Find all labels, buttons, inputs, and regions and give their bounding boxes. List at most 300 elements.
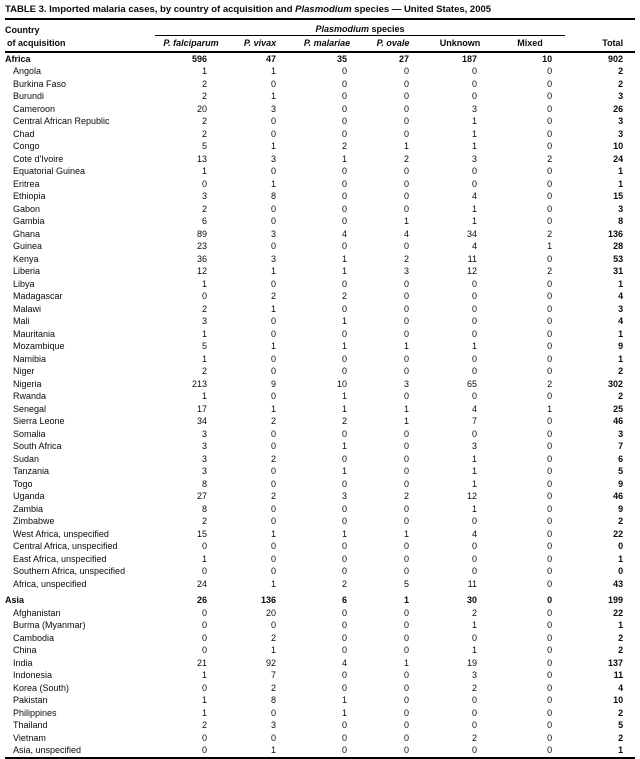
country-cell: Malawi: [13, 303, 42, 314]
value-cell: 1: [471, 203, 477, 214]
table-row: [5, 478, 635, 491]
value-cell: 0: [403, 278, 409, 289]
value-cell: 0: [341, 278, 347, 289]
table-row: [5, 178, 635, 191]
value-cell: 28: [613, 241, 624, 251]
value-cell: 0: [547, 91, 553, 101]
country-cell: Angola: [13, 66, 42, 76]
value-cell: 2: [618, 707, 624, 718]
country-cell: Kenya: [13, 253, 39, 264]
table-title-prefix: TABLE 3. Imported malaria cases, by country of acquisition and: [5, 4, 296, 15]
value-cell: 3: [618, 91, 624, 101]
table-row: [5, 115, 635, 128]
value-cell: 0: [341, 103, 347, 114]
table-row: [5, 153, 635, 166]
value-cell: 0: [403, 670, 409, 680]
stub-header-line1: Country: [5, 25, 40, 35]
table-row: [5, 707, 635, 720]
table-row: [5, 328, 635, 341]
country-cell: China: [13, 645, 37, 655]
value-cell: 1: [270, 645, 276, 655]
region-row: [5, 52, 635, 66]
value-cell: 0: [270, 428, 276, 439]
value-cell: 0: [471, 366, 477, 376]
country-cell: West Africa, unspecified: [13, 528, 109, 539]
country-cell: Chad: [13, 128, 35, 139]
table-row: [5, 140, 635, 153]
value-cell: 0: [547, 78, 553, 89]
value-cell: 0: [201, 620, 207, 630]
value-cell: 0: [547, 253, 553, 264]
value-cell: 0: [341, 478, 347, 489]
value-cell: 22: [613, 607, 624, 618]
value-cell: 26: [196, 595, 207, 605]
country-cell: Central African Republic: [13, 116, 110, 126]
value-cell: 0: [547, 595, 553, 605]
value-cell: 1: [618, 166, 624, 176]
value-cell: 0: [547, 478, 553, 489]
value-cell: 0: [341, 353, 347, 364]
value-cell: 3: [270, 153, 276, 164]
value-cell: 0: [270, 78, 276, 89]
value-cell: 0: [403, 241, 409, 251]
value-cell: 3: [201, 441, 207, 451]
country-cell: Ghana: [13, 228, 41, 239]
value-cell: 1: [403, 403, 409, 414]
value-cell: 2: [201, 78, 207, 89]
value-cell: 3: [270, 253, 276, 264]
value-cell: 1: [341, 341, 347, 351]
species-group-header-italic: Plasmodium: [315, 23, 370, 34]
value-cell: 34: [196, 416, 207, 426]
country-cell: Rwanda: [13, 391, 47, 401]
table-row: [5, 240, 635, 253]
value-cell: 0: [471, 745, 477, 755]
value-cell: 11: [467, 578, 477, 589]
value-cell: 3: [201, 453, 207, 464]
value-cell: 0: [201, 541, 207, 551]
value-cell: 0: [201, 566, 207, 576]
value-cell: 0: [403, 178, 409, 189]
value-cell: 3: [618, 203, 624, 214]
value-cell: 0: [341, 78, 347, 89]
value-cell: 1: [471, 141, 477, 151]
value-cell: 0: [547, 216, 553, 226]
table-row: [5, 78, 635, 91]
value-cell: 0: [547, 720, 553, 730]
value-cell: 0: [341, 203, 347, 214]
table-row: [5, 228, 635, 241]
value-cell: 0: [270, 466, 276, 476]
value-cell: 9: [618, 503, 624, 514]
table-row: [5, 607, 635, 620]
value-cell: 1: [270, 745, 276, 755]
value-cell: 1: [270, 403, 276, 414]
value-cell: 2: [341, 141, 347, 151]
value-cell: 43: [613, 578, 624, 589]
table-row: [5, 540, 635, 553]
value-cell: 0: [547, 707, 553, 718]
value-cell: 3: [201, 428, 207, 439]
country-cell: Zimbabwe: [13, 516, 55, 526]
value-cell: 1: [201, 328, 207, 339]
value-cell: 0: [547, 491, 553, 501]
value-cell: 3: [403, 266, 409, 276]
table-row: [5, 682, 635, 695]
value-cell: 0: [403, 78, 409, 89]
value-cell: 4: [341, 657, 347, 668]
column-header-row: [5, 35, 635, 52]
value-cell: 0: [471, 553, 477, 564]
value-cell: 26: [613, 103, 624, 114]
value-cell: 0: [270, 353, 276, 364]
value-cell: 30: [466, 595, 477, 605]
country-cell: Africa, unspecified: [13, 578, 87, 589]
country-cell: Africa: [5, 53, 31, 64]
value-cell: 1: [618, 328, 624, 339]
table-row: [5, 744, 635, 758]
country-cell: Vietnam: [13, 732, 46, 743]
value-cell: 0: [471, 66, 477, 76]
value-cell: 0: [270, 316, 276, 326]
value-cell: 13: [196, 153, 207, 164]
value-cell: 1: [471, 503, 477, 514]
value-cell: 2: [618, 366, 624, 376]
value-cell: 3: [270, 720, 276, 730]
table-header: [5, 21, 635, 52]
value-cell: 0: [403, 466, 409, 476]
value-cell: 1: [618, 745, 624, 755]
value-cell: 0: [341, 328, 347, 339]
country-cell: Thailand: [13, 720, 48, 730]
country-cell: Cote d'Ivoire: [13, 153, 64, 164]
value-cell: 0: [341, 720, 347, 730]
value-cell: 0: [341, 632, 347, 643]
value-cell: 6: [201, 216, 207, 226]
value-cell: 27: [398, 53, 409, 64]
value-cell: 2: [270, 491, 276, 501]
value-cell: 0: [270, 128, 276, 139]
value-cell: 0: [547, 328, 553, 339]
value-cell: 0: [547, 316, 553, 326]
value-cell: 0: [341, 303, 347, 314]
group-header-empty-cell: [565, 21, 635, 35]
value-cell: 0: [403, 66, 409, 76]
value-cell: 2: [341, 416, 347, 426]
value-cell: 10: [613, 141, 624, 151]
value-cell: 3: [471, 441, 477, 451]
value-cell: 0: [403, 645, 409, 655]
value-cell: 0: [403, 303, 409, 314]
value-cell: 15: [613, 191, 624, 201]
value-cell: 0: [201, 632, 207, 643]
value-cell: 4: [341, 228, 347, 239]
value-cell: 2: [270, 682, 276, 693]
value-cell: 2: [201, 203, 207, 214]
value-cell: 0: [270, 203, 276, 214]
table-row: [5, 465, 635, 478]
table-row: [5, 340, 635, 353]
value-cell: 0: [341, 116, 347, 126]
value-cell: 3: [201, 466, 207, 476]
value-cell: 0: [547, 178, 553, 189]
value-cell: 1: [403, 341, 409, 351]
value-cell: 0: [201, 607, 207, 618]
table-row: [5, 215, 635, 228]
country-cell: Niger: [13, 366, 35, 376]
value-cell: 0: [403, 478, 409, 489]
value-cell: 2: [618, 66, 624, 76]
value-cell: 1: [201, 670, 207, 680]
value-cell: 0: [547, 353, 553, 364]
table-row: [5, 65, 635, 78]
table-row: [5, 403, 635, 416]
value-cell: 8: [201, 503, 207, 514]
region-row: [5, 590, 635, 607]
value-cell: 3: [201, 316, 207, 326]
country-cell: Korea (South): [13, 682, 70, 693]
value-cell: 5: [201, 341, 207, 351]
table-row: [5, 165, 635, 178]
value-cell: 0: [341, 541, 347, 551]
value-cell: 0: [341, 91, 347, 101]
value-cell: 0: [471, 353, 477, 364]
value-cell: 0: [341, 503, 347, 514]
value-cell: 11: [613, 670, 624, 680]
value-cell: 46: [613, 416, 624, 426]
value-cell: 0: [547, 166, 553, 176]
value-cell: 5: [403, 578, 409, 589]
value-cell: 187: [461, 53, 477, 64]
value-cell: 0: [341, 66, 347, 76]
country-cell: East Africa, unspecified: [13, 553, 107, 564]
value-cell: 302: [608, 378, 624, 389]
value-cell: 0: [341, 516, 347, 526]
value-cell: 0: [403, 191, 409, 201]
value-cell: 7: [471, 416, 477, 426]
value-cell: 1: [201, 707, 207, 718]
value-cell: 3: [618, 128, 624, 139]
country-cell: Somalia: [13, 428, 46, 439]
value-cell: 0: [270, 620, 276, 630]
value-cell: 0: [270, 553, 276, 564]
value-cell: 0: [341, 745, 347, 755]
value-cell: 0: [547, 632, 553, 643]
value-cell: 15: [196, 528, 207, 539]
value-cell: 0: [547, 466, 553, 476]
value-cell: 1: [618, 353, 624, 364]
value-cell: 5: [618, 466, 624, 476]
value-cell: 0: [403, 291, 409, 301]
value-cell: 2: [547, 378, 553, 389]
country-cell: Mali: [13, 316, 30, 326]
value-cell: 0: [403, 503, 409, 514]
value-cell: 1: [341, 466, 347, 476]
table-row: [5, 278, 635, 291]
country-cell: Indonesia: [13, 670, 53, 680]
value-cell: 3: [471, 670, 477, 680]
value-cell: 0: [547, 128, 553, 139]
value-cell: 0: [403, 607, 409, 618]
value-cell: 0: [547, 103, 553, 114]
table-row: [5, 632, 635, 645]
value-cell: 0: [341, 620, 347, 630]
value-cell: 4: [471, 191, 477, 201]
value-cell: 0: [270, 541, 276, 551]
value-cell: 0: [547, 366, 553, 376]
country-cell: Guinea: [13, 241, 43, 251]
value-cell: 20: [265, 607, 276, 618]
value-cell: 0: [547, 66, 553, 76]
value-cell: 2: [403, 153, 409, 164]
value-cell: 0: [403, 91, 409, 101]
table-row: [5, 669, 635, 682]
country-cell: Libya: [13, 278, 35, 289]
value-cell: 0: [270, 732, 276, 743]
column-header-unknown: Unknown: [425, 35, 495, 52]
value-cell: 1: [270, 178, 276, 189]
value-cell: 0: [547, 453, 553, 464]
value-cell: 0: [403, 328, 409, 339]
value-cell: 1: [547, 403, 553, 414]
country-cell: Zambia: [13, 503, 44, 514]
value-cell: 17: [196, 403, 207, 414]
country-cell: Burkina Faso: [13, 78, 67, 89]
value-cell: 0: [547, 503, 553, 514]
value-cell: 0: [403, 541, 409, 551]
value-cell: 0: [201, 732, 207, 743]
value-cell: 0: [341, 645, 347, 655]
value-cell: 1: [471, 466, 477, 476]
value-cell: 0: [547, 278, 553, 289]
value-cell: 2: [403, 253, 409, 264]
value-cell: 1: [201, 353, 207, 364]
value-cell: 31: [613, 266, 624, 276]
table-row: [5, 644, 635, 657]
value-cell: 0: [341, 178, 347, 189]
value-cell: 1: [270, 266, 276, 276]
value-cell: 2: [471, 607, 477, 618]
value-cell: 1: [270, 303, 276, 314]
country-cell: Asia: [5, 595, 25, 605]
value-cell: 2: [201, 116, 207, 126]
value-cell: 0: [547, 441, 553, 451]
value-cell: 1: [618, 278, 624, 289]
value-cell: 1: [341, 707, 347, 718]
value-cell: 0: [403, 128, 409, 139]
value-cell: 4: [618, 316, 624, 326]
value-cell: 1: [270, 578, 276, 589]
value-cell: 0: [201, 645, 207, 655]
value-cell: 0: [547, 657, 553, 668]
value-cell: 0: [403, 316, 409, 326]
country-cell: Burma (Myanmar): [13, 620, 86, 630]
value-cell: 1: [341, 266, 347, 276]
value-cell: 0: [547, 541, 553, 551]
value-cell: 3: [618, 303, 624, 314]
value-cell: 1: [341, 391, 347, 401]
value-cell: 0: [547, 620, 553, 630]
value-cell: 0: [547, 732, 553, 743]
value-cell: 8: [201, 478, 207, 489]
value-cell: 0: [403, 620, 409, 630]
value-cell: 2: [618, 391, 624, 401]
country-cell: Eritrea: [13, 178, 40, 189]
table-row: [5, 578, 635, 591]
value-cell: 7: [270, 670, 276, 680]
country-cell: Senegal: [13, 403, 47, 414]
value-cell: 0: [547, 341, 553, 351]
value-cell: 0: [270, 707, 276, 718]
value-cell: 0: [547, 416, 553, 426]
value-cell: 0: [403, 103, 409, 114]
value-cell: 0: [201, 745, 207, 755]
value-cell: 0: [201, 178, 207, 189]
value-cell: 2: [618, 645, 624, 655]
table-row: [5, 265, 635, 278]
value-cell: 0: [270, 116, 276, 126]
country-cell: Southern Africa, unspecified: [13, 566, 126, 576]
value-cell: 1: [471, 116, 477, 126]
table-row: [5, 428, 635, 441]
value-cell: 0: [403, 707, 409, 718]
table-row: [5, 290, 635, 303]
value-cell: 1: [403, 216, 409, 226]
value-cell: 1: [341, 316, 347, 326]
value-cell: 1: [270, 91, 276, 101]
value-cell: 0: [547, 607, 553, 618]
country-cell: Sierra Leone: [13, 416, 65, 426]
value-cell: 8: [618, 216, 624, 226]
value-cell: 1: [618, 553, 624, 564]
value-cell: 596: [191, 53, 207, 64]
value-cell: 4: [618, 291, 624, 301]
value-cell: 0: [403, 695, 409, 705]
value-cell: 0: [270, 278, 276, 289]
value-cell: 0: [471, 278, 477, 289]
table-row: [5, 694, 635, 707]
value-cell: 0: [403, 441, 409, 451]
value-cell: 35: [336, 53, 347, 64]
column-header-malariae: P. malariae: [293, 35, 361, 52]
value-cell: 2: [201, 366, 207, 376]
value-cell: 1: [341, 441, 347, 451]
value-cell: 0: [270, 216, 276, 226]
table-title: [5, 4, 635, 15]
value-cell: 3: [270, 103, 276, 114]
value-cell: 0: [403, 366, 409, 376]
column-header-mixed: Mixed: [495, 35, 565, 52]
value-cell: 1: [201, 391, 207, 401]
value-cell: 1: [471, 216, 477, 226]
value-cell: 1: [471, 341, 477, 351]
value-cell: 3: [270, 228, 276, 239]
table-row: [5, 128, 635, 141]
value-cell: 1: [201, 66, 207, 76]
value-cell: 2: [471, 732, 477, 743]
value-cell: 0: [471, 566, 477, 576]
table-row: [5, 619, 635, 632]
value-cell: 0: [341, 453, 347, 464]
value-cell: 10: [336, 378, 347, 389]
value-cell: 23: [196, 241, 207, 251]
value-cell: 0: [403, 566, 409, 576]
country-cell: Philippines: [13, 707, 57, 718]
value-cell: 4: [471, 528, 477, 539]
country-cell: India: [13, 657, 33, 668]
value-cell: 3: [403, 378, 409, 389]
table-row: [5, 365, 635, 378]
